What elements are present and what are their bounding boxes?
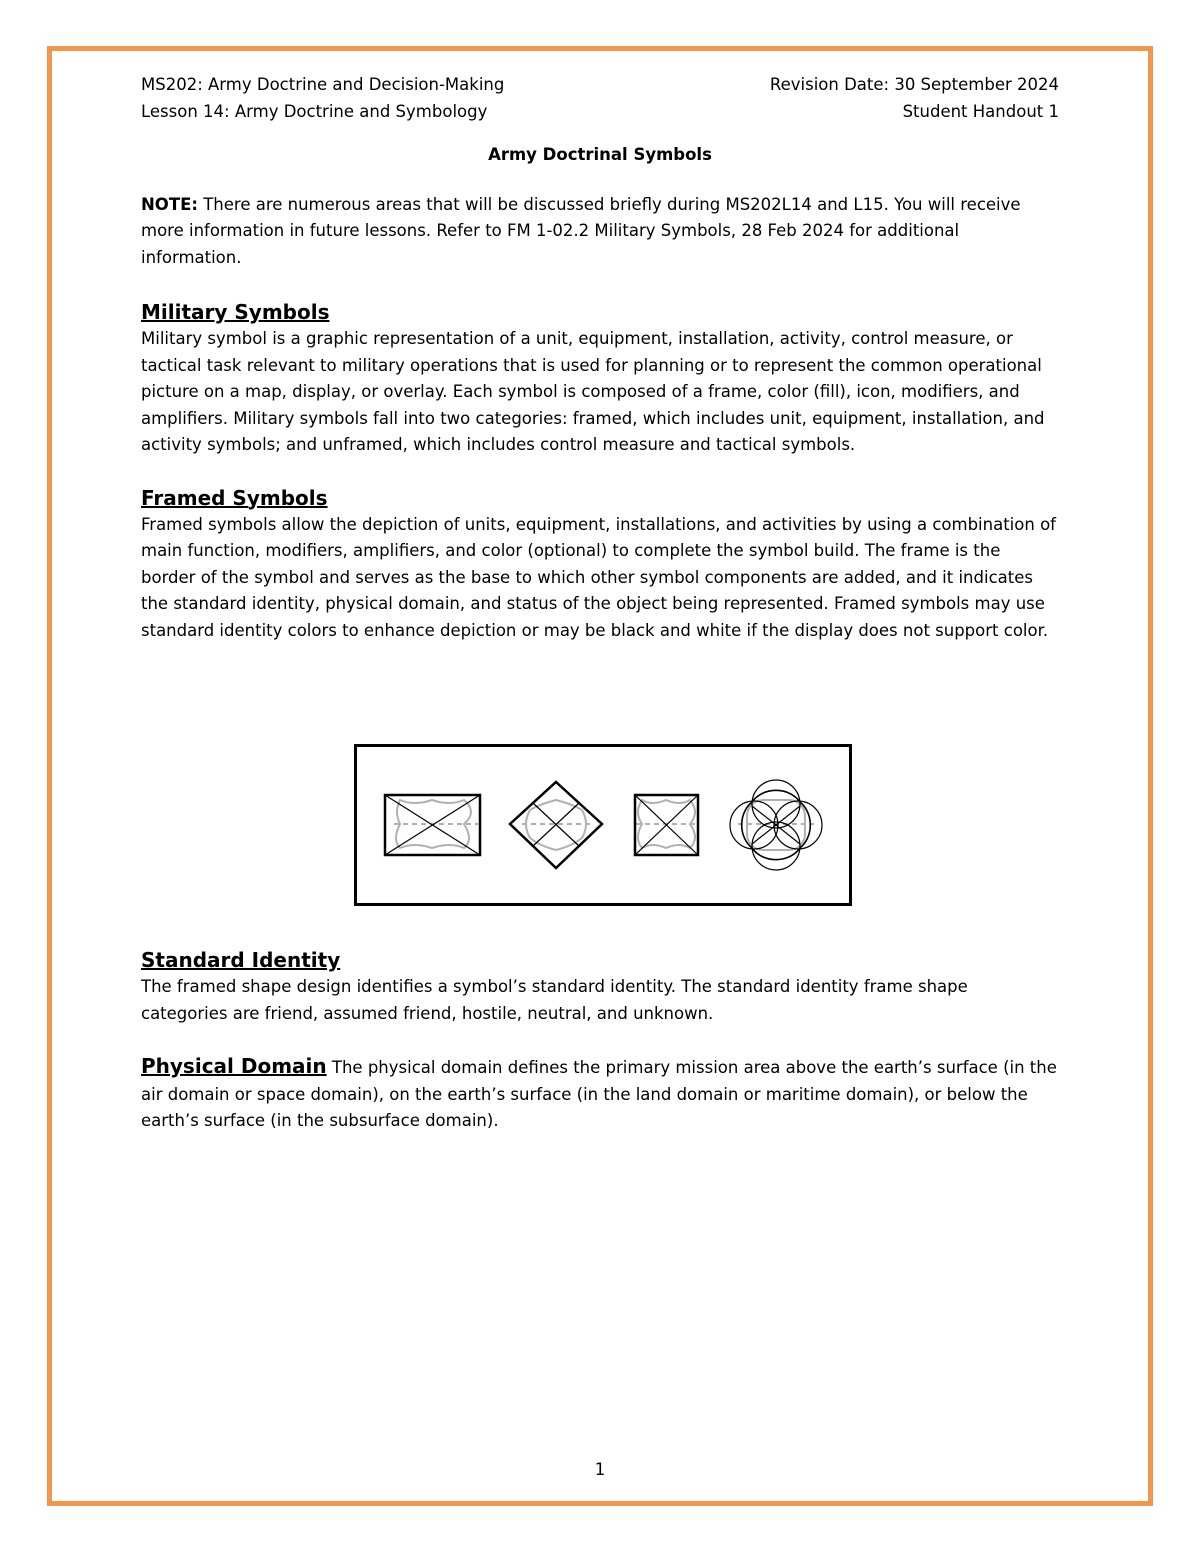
section-body-framed-symbols: Framed symbols allow the depiction of units, equipment, installations, and activities by using a combination of main function, modifiers, amplifiers, and color (optional) to complete the symbol build. The frame is the border of the symbol and serves as the base to which other symbol components are added, and it indicates the standard identity, physical domain, and status of the object being represented. Framed symbols may use standard identity colors to enhance depiction or may be black and white if the display does not support color.: [141, 514, 1056, 640]
section-heading-military-symbols: Military Symbols: [141, 300, 330, 324]
section-heading-framed-symbols: Framed Symbols: [141, 485, 328, 510]
physical-domain-paragraph: [141, 1053, 1059, 1135]
lesson-title: Lesson 14: Army Doctrine and Symbology: [141, 101, 488, 121]
page-content-lower: [141, 946, 1059, 1135]
friend-frame-icon: [385, 795, 480, 855]
course-title: MS202: Army Doctrine and Decision-Making: [141, 75, 505, 94]
note-paragraph: [141, 192, 1059, 272]
note-text: There are numerous areas that will be discussed briefly during MS202L14 and L15. You will receive more information in future lessons. Refer to FM 1-02.2 Military Symbols, 28 Feb 2024 for additional information.: [141, 194, 1021, 267]
framed-symbols-figure: [354, 744, 852, 906]
header-row-1: [141, 72, 1059, 99]
document-title: Army Doctrinal Symbols: [488, 145, 712, 164]
section-body-physical-domain: The physical domain defines the primary mission area above the earth’s surface (in the air domain or space domain), on the earth’s surface (in the land domain or maritime domain), or below the earth’s surface (in the subsurface domain).: [141, 1058, 1057, 1130]
unknown-frame-icon: [730, 780, 822, 870]
section-body-standard-identity: The framed shape design identifies a symbol’s standard identity. The standard identity frame shape categories are friend, assumed friend, hostile, neutral, and unknown.: [141, 977, 968, 1023]
note-label: NOTE:: [141, 194, 198, 214]
revision-date: Revision Date: 30 September 2024: [769, 75, 1059, 94]
section-body-military-symbols: Military symbol is a graphic representation of a unit, equipment, installation, activity, control measure, or tactical task relevant to military operations that is used for planning or to represent the common operational picture on a map, display, or overlay. Each symbol is composed of a frame, color (fill), icon, modifiers, and amplifiers. Military symbols fall into two categories: framed, which includes unit, equipment, installation, and activity symbols; and unframed, which includes control measure and tactical symbols.: [141, 329, 1045, 454]
neutral-frame-icon: [635, 795, 698, 855]
section-heading-physical-domain: Physical Domain: [141, 1054, 327, 1078]
header-row-2: [141, 99, 1059, 126]
page-number: 1: [594, 1460, 606, 1479]
hostile-frame-icon: [510, 782, 602, 868]
handout-label: Student Handout 1: [902, 101, 1059, 121]
page-content: [141, 72, 1059, 644]
section-heading-standard-identity: Standard Identity: [141, 948, 341, 972]
